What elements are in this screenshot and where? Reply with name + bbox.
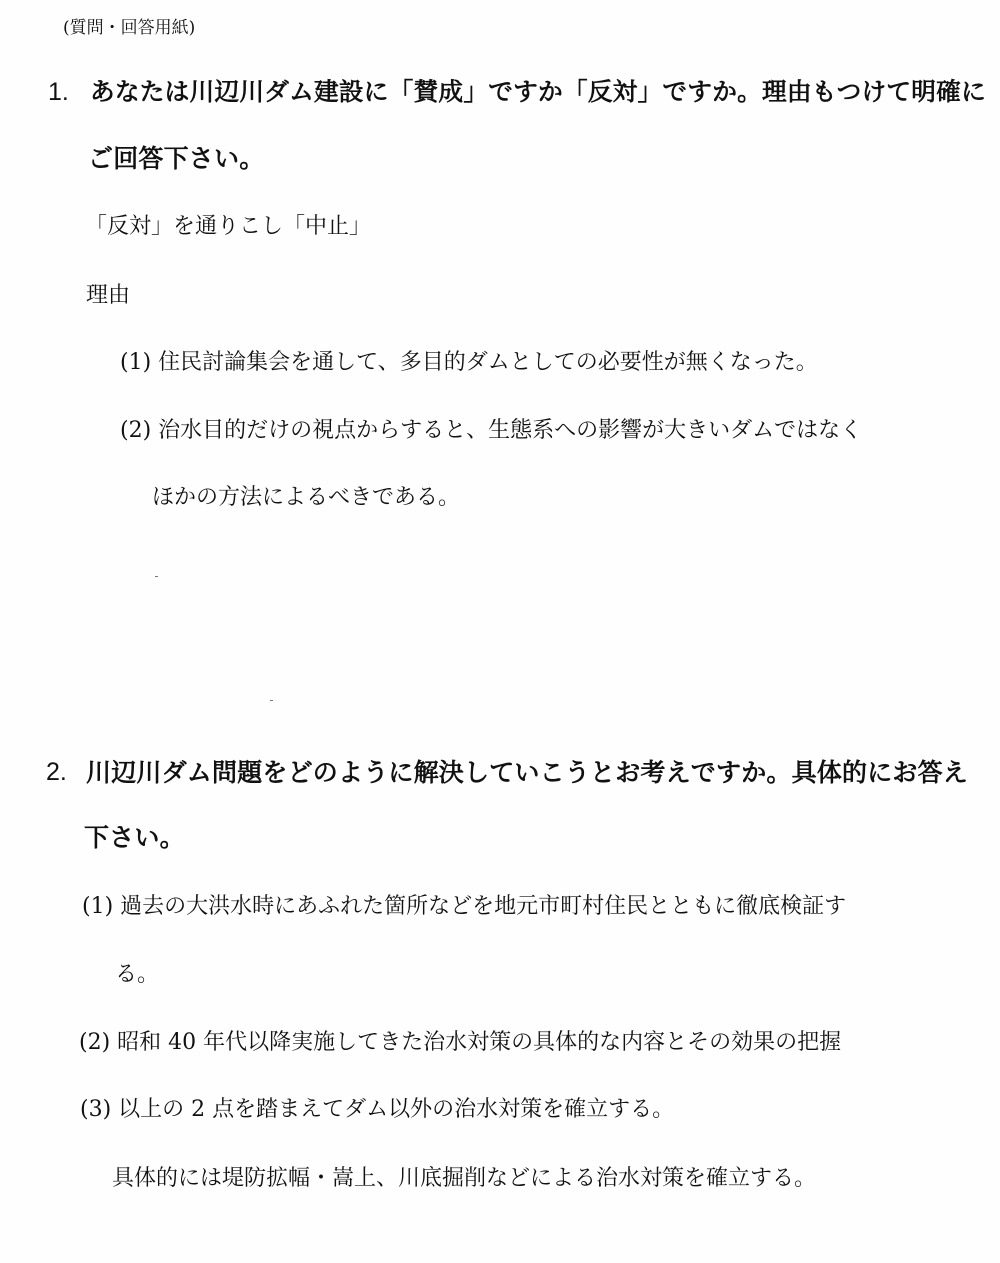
question-2-text-line1: 川辺川ダム問題をどのように解決していこうとお考えですか。具体的にお答え xyxy=(86,758,969,787)
answer-1-reason-2-line1: (2) 治水目的だけの視点からすると、生態系への影響が大きいダムではなく xyxy=(120,418,863,443)
answer-1-position: 「反対」を通りこし「中止」 xyxy=(85,214,372,239)
answer-1-reason-1: (1) 住民討論集会を通して、多目的ダムとしての必要性が無くなった。 xyxy=(120,350,818,375)
answer-2-item-2: (2) 昭和 40 年代以降実施してきた治水対策の具体的な内容とその効果の把握 xyxy=(79,1030,842,1055)
question-2-number: 2. xyxy=(46,758,67,786)
question-1-text-line2: ご回答下さい。 xyxy=(88,144,265,173)
answer-2-item-3: (3) 以上の 2 点を踏まえてダム以外の治水対策を確立する。 xyxy=(80,1097,675,1122)
question-2-text-line2: 下さい。 xyxy=(84,823,185,852)
scan-speck xyxy=(155,576,158,577)
question-1-number: 1. xyxy=(48,78,69,106)
question-1-text-line1: あなたは川辺川ダム建設に「賛成」ですか「反対」ですか。理由もつけて明確に xyxy=(90,77,986,106)
answer-1-reason-label: 理由 xyxy=(86,283,131,308)
form-header: (質問・回答用紙) xyxy=(63,18,196,38)
answer-2-item-1-line1: (1) 過去の大洪水時にあふれた箇所などを地元市町村住民とともに徹底検証す xyxy=(82,894,847,919)
answer-2-conclusion: 具体的には堤防拡幅・嵩上、川底掘削などによる治水対策を確立する。 xyxy=(112,1166,817,1191)
scan-speck xyxy=(270,700,273,701)
answer-1-reason-2-line2: ほかの方法によるべきである。 xyxy=(152,485,461,510)
answer-2-item-1-line2: る。 xyxy=(115,962,160,987)
